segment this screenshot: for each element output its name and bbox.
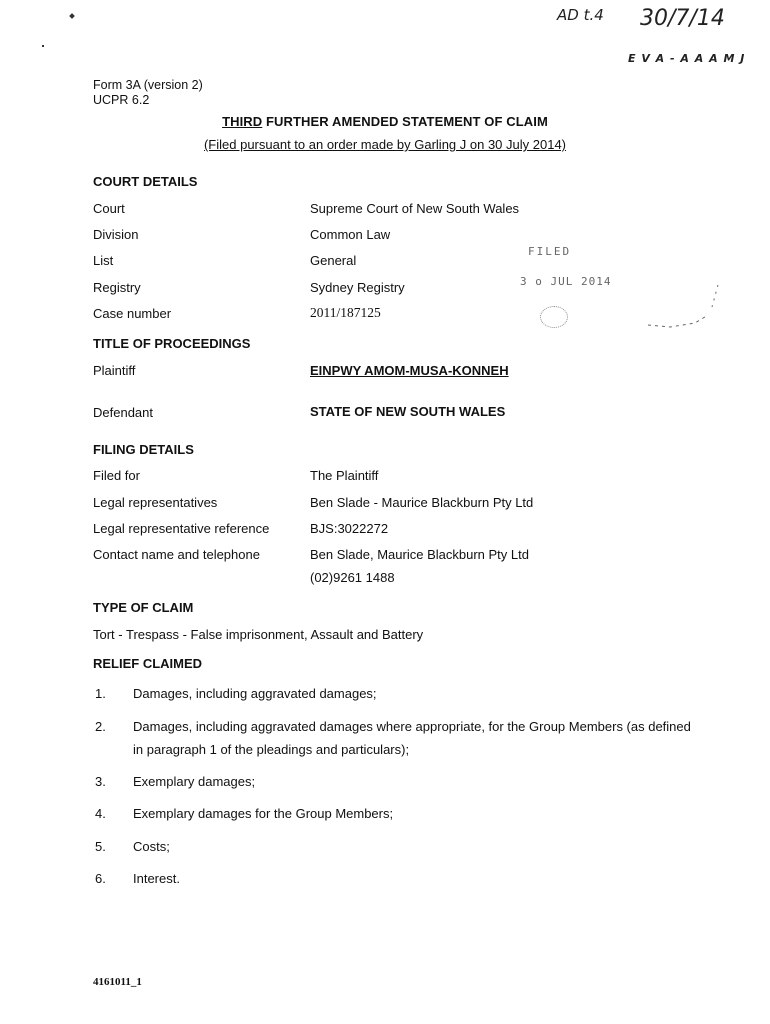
division-label: Division [93, 227, 139, 242]
relief-item-text: Costs; [133, 839, 170, 854]
relief-item-number: 2. [95, 719, 106, 734]
contact-value: Ben Slade, Maurice Blackburn Pty Ltd [310, 547, 529, 562]
plaintiff-label: Plaintiff [93, 363, 136, 378]
handwritten-date: 30/7/14 [640, 6, 725, 31]
relief-item-text: Interest. [133, 871, 180, 886]
division-value: Common Law [310, 227, 391, 242]
defendant-label: Defendant [93, 405, 153, 420]
relief-item-text: Damages, including aggravated damages where appropriate, for the Group Members (as defined in paragraph 1 of the pleadings and particulars); [133, 719, 691, 757]
form-rule: UCPR 6.2 [93, 93, 150, 107]
stamp-date: 3 o JUL 2014 [520, 275, 612, 288]
filing-details-heading: FILING DETAILS [93, 442, 194, 457]
case-number-label: Case number [93, 306, 172, 321]
relief-item-number: 6. [95, 871, 106, 886]
court-value: Supreme Court of New South Wales [310, 201, 520, 216]
stamp-seal-icon [540, 306, 568, 328]
relief-item-text: Damages, including aggravated damages; [133, 686, 377, 701]
title-emphasis: THIRD [222, 114, 263, 129]
contact-telephone: (02)9261 1488 [310, 570, 395, 585]
scan-mark [69, 13, 75, 19]
case-number-value: 2011/187125 [310, 305, 381, 320]
title-of-proceedings-heading: TITLE OF PROCEEDINGS [93, 336, 251, 351]
legal-representatives-value: Ben Slade - Maurice Blackburn Pty Ltd [310, 495, 534, 510]
relief-item-number: 4. [95, 806, 106, 821]
relief-item-number: 5. [95, 839, 106, 854]
plaintiff-name: EINPWY AMOM-MUSA-KONNEH [310, 363, 509, 378]
filed-stamp: FILED [528, 245, 572, 258]
relief-claimed-heading: RELIEF CLAIMED [93, 656, 203, 671]
relief-item-text: Exemplary damages for the Group Members; [133, 806, 394, 821]
type-of-claim-heading: TYPE OF CLAIM [93, 600, 194, 615]
contact-label: Contact name and telephone [93, 547, 260, 562]
legal-reference-value: BJS:3022272 [310, 521, 389, 536]
list-label: List [93, 253, 114, 268]
legal-reference-label: Legal representative reference [93, 521, 270, 536]
court-label: Court [93, 201, 125, 216]
stamp-border-marks [600, 265, 730, 335]
registry-value: Sydney Registry [310, 280, 405, 295]
relief-item-number: 3. [95, 774, 106, 789]
type-of-claim-text: Tort - Trespass - False imprisonment, Assault and Battery [93, 627, 424, 642]
document-subtitle: (Filed pursuant to an order made by Garling J on 30 July 2014) [203, 137, 567, 152]
filed-for-label: Filed for [93, 468, 140, 483]
relief-item-text: Exemplary damages; [133, 774, 256, 789]
filed-for-value: The Plaintiff [310, 468, 379, 483]
legal-representatives-label: Legal representatives [93, 495, 218, 510]
handwritten-code: AD t.4 [557, 6, 604, 24]
defendant-name: STATE OF NEW SOUTH WALES [310, 404, 506, 419]
list-value: General [310, 253, 357, 268]
handwritten-signature: E V A - A A A M J [628, 52, 746, 65]
document-title [0, 114, 770, 129]
scan-mark [42, 45, 44, 47]
relief-item-number: 1. [95, 686, 106, 701]
court-details-heading: COURT DETAILS [93, 174, 198, 189]
title-rest: FURTHER AMENDED STATEMENT OF CLAIM [262, 114, 548, 129]
form-version: Form 3A (version 2) [93, 78, 203, 92]
registry-label: Registry [93, 280, 141, 295]
document-reference: 4161011_1 [93, 976, 142, 988]
